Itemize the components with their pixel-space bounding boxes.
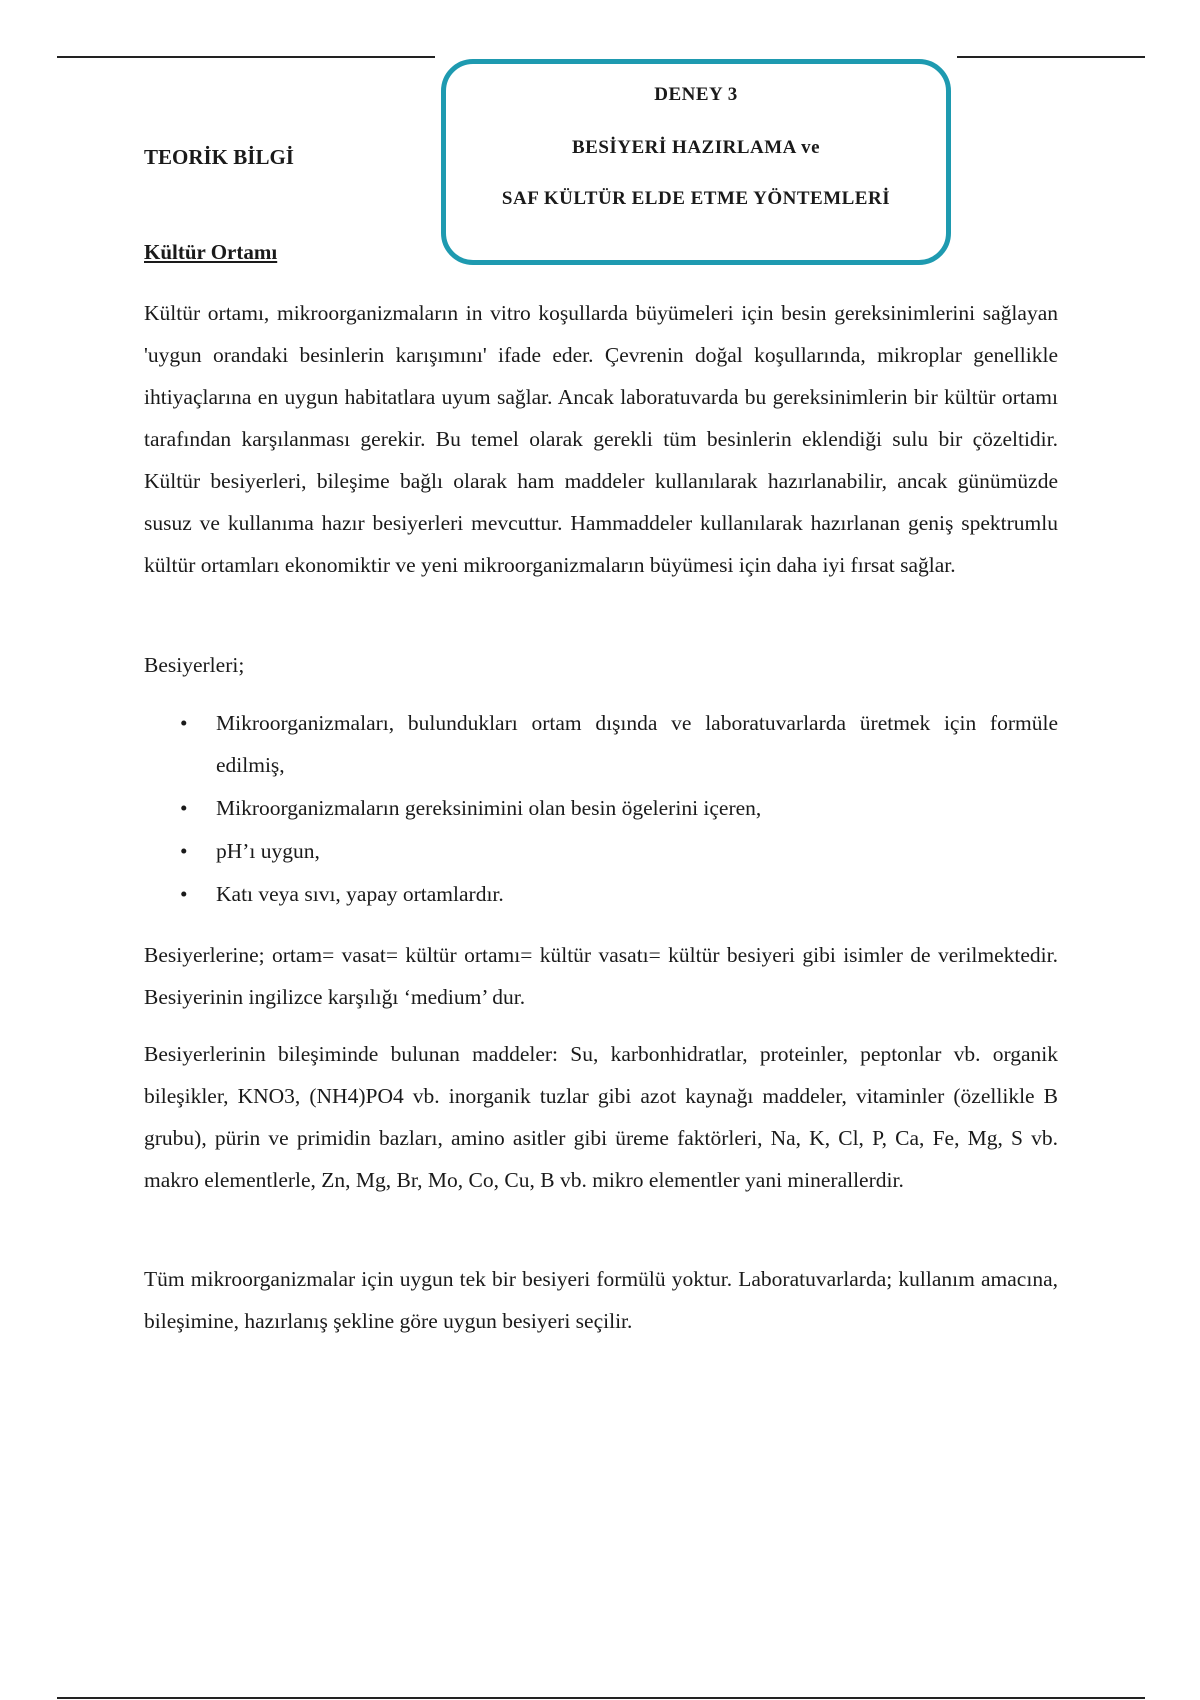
- list-item-text: pH’ı uygun,: [216, 839, 320, 863]
- experiment-number: DENEY 3: [654, 84, 738, 105]
- bullet-icon: •: [180, 839, 188, 863]
- paragraph-intro: Kültür ortamı, mikroorganizmaların in vitro koşullarda büyümeleri için besin gereksinimlerini sağlayan 'uygun orandaki besinlerin karışımını' ifade eder. Çevrenin doğal koşullarında, mikroplar genellikle ihtiyaçlarına en uygun habitatlara uyum sağlar. Ancak laboratuvarda bu gereksinimlerin bir kültür ortamı tarafından karşılanması gerekir. Bu temel olarak gerekli tüm besinlerin eklendiği sulu bir çözeltidir. Kültür besiyerleri, bileşime bağlı olarak ham maddeler kullanılarak hazırlanabilir, ancak günümüzde susuz ve kullanıma hazır besiyerleri mevcuttur. Hammaddeler kullanılarak hazırlanan geniş spektrumlu kültür ortamları ekonomiktir ve yeni mikroorganizmaların büyümesi için daha iyi fırsat sağlar.: [144, 301, 1058, 577]
- list-item: [144, 873, 1058, 915]
- bullet-icon: •: [180, 882, 188, 906]
- section-heading: TEORİK BİLGİ: [144, 145, 294, 169]
- list-item-text: Mikroorganizmaları, bulundukları ortam dışında ve laboratuvarlarda üretmek için formüle edilmiş,: [216, 711, 1058, 777]
- paragraph-composition: Besiyerlerinin bileşiminde bulunan maddeler: Su, karbonhidratlar, proteinler, peptonlar vb. organik bileşikler, KNO3, (NH4)PO4 vb. inorganik tuzlar gibi azot kaynağı maddeler, vitaminler (özellikle B grubu), pürin ve primidin bazları, amino asitler gibi üreme faktörleri, Na, K, Cl, P, Ca, Fe, Mg, S vb. makro elementlerle, Zn, Mg, Br, Mo, Co, Cu, B vb. mikro elementler yani minerallerdir.: [144, 1042, 1058, 1192]
- experiment-title-box: [441, 59, 951, 265]
- list-item: [144, 830, 1058, 872]
- list-item: [144, 702, 1058, 786]
- bullet-icon: •: [180, 711, 188, 735]
- paragraph-selection: Tüm mikroorganizmalar için uygun tek bir besiyeri formülü yoktur. Laboratuvarlarda; kullanım amacına, bileşimine, hazırlanış şekline göre uygun besiyeri seçilir.: [144, 1267, 1058, 1333]
- footer-rule: [57, 1697, 1145, 1699]
- header-rule-right: [957, 56, 1145, 58]
- list-item-text: Katı veya sıvı, yapay ortamlardır.: [216, 882, 504, 906]
- paragraph-list-intro: Besiyerleri;: [144, 653, 245, 677]
- list-item: [144, 787, 1058, 829]
- list-item-text: Mikroorganizmaların gereksinimini olan besin ögelerini içeren,: [216, 796, 762, 820]
- bullet-icon: •: [180, 796, 188, 820]
- subheading: Kültür Ortamı: [144, 240, 278, 264]
- experiment-title-line2: SAF KÜLTÜR ELDE ETME YÖNTEMLERİ: [501, 188, 891, 209]
- bullet-list: [144, 702, 1058, 916]
- paragraph-synonyms: Besiyerlerine; ortam= vasat= kültür ortamı= kültür vasatı= kültür besiyeri gibi isimler de verilmektedir. Besiyerinin ingilizce karşılığı ‘medium’ dur.: [144, 943, 1058, 1009]
- experiment-title-line1: BESİYERİ HAZIRLAMA ve: [571, 137, 821, 158]
- header-rule-left: [57, 56, 435, 58]
